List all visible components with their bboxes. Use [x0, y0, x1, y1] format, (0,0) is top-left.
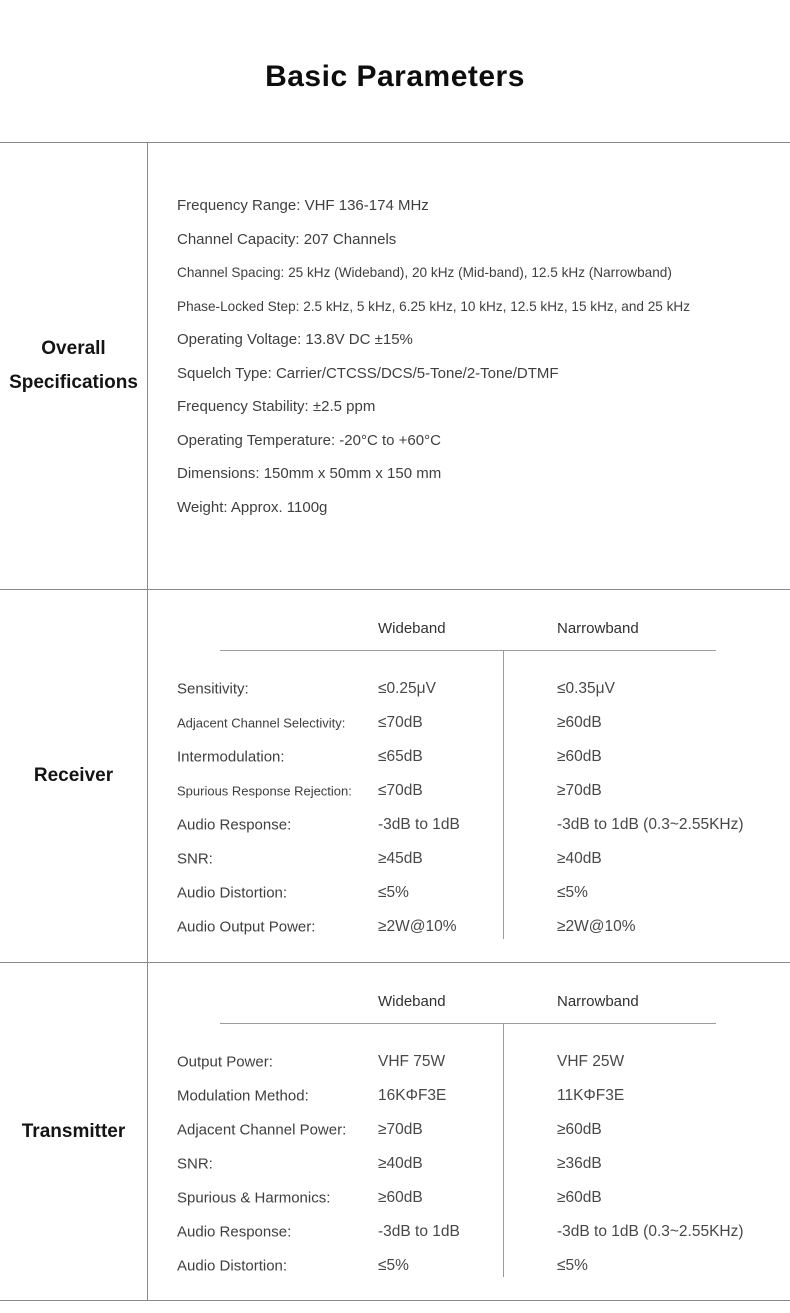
param-label: Spurious & Harmonics: [177, 1189, 331, 1207]
spec-line: Phase-Locked Step: 2.5 kHz, 5 kHz, 6.25 kHz, 10 kHz, 12.5 kHz, 15 kHz, and 25 kHz [177, 298, 691, 314]
header-underline [220, 650, 716, 651]
spec-row [148, 1215, 790, 1249]
param-label: Sensitivity: [177, 680, 249, 698]
narrowband-value: -3dB to 1dB (0.3~2.55KHz) [557, 1223, 744, 1240]
wideband-value: -3dB to 1dB [378, 816, 460, 833]
column-header-narrowband: Narrowband [557, 993, 639, 1010]
spec-line: Frequency Stability: ±2.5 ppm [177, 398, 376, 415]
spec-row [148, 876, 790, 910]
narrowband-value: ≥60dB [557, 1121, 602, 1138]
section-label-receiver: Receiver [0, 590, 148, 962]
narrowband-value: ≥70dB [557, 782, 602, 799]
page-title: Basic Parameters [265, 60, 525, 93]
spec-line: Channel Spacing: 25 kHz (Wideband), 20 kHz (Mid-band), 12.5 kHz (Narrowband) [177, 265, 672, 280]
wideband-value: ≤70dB [378, 714, 423, 731]
spec-row [148, 1249, 790, 1283]
param-label: Audio Distortion: [177, 1257, 288, 1275]
transmitter-rows [148, 1045, 790, 1283]
spec-line: Frequency Range: VHF 136-174 MHz [177, 197, 429, 214]
wideband-value: 16KΦF3E [378, 1087, 447, 1104]
wideband-value: ≤0.25μV [378, 680, 436, 697]
spec-line: Operating Temperature: -20°C to +60°C [177, 431, 441, 449]
param-label: Modulation Method: [177, 1087, 309, 1105]
narrowband-value: ≥2W@10% [557, 918, 636, 935]
section-label-transmitter: Transmitter [0, 963, 148, 1300]
spec-row [148, 842, 790, 876]
section-overall-specifications [0, 143, 790, 590]
param-label: Adjacent Channel Power: [177, 1121, 347, 1139]
narrowband-value: ≥40dB [557, 850, 602, 867]
section-label-overall-specifications: Overall Specifications [0, 143, 148, 589]
receiver-rows [148, 672, 790, 944]
narrowband-value: VHF 25W [557, 1053, 625, 1070]
wideband-value: ≤5% [378, 884, 409, 901]
param-label: Adjacent Channel Selectivity: [177, 715, 346, 731]
spec-row [148, 774, 790, 808]
param-label: Audio Distortion: [177, 884, 288, 902]
overall-specs-list [148, 143, 790, 589]
narrowband-value: ≥60dB [557, 1189, 602, 1206]
spec-row [148, 808, 790, 842]
wideband-value: ≥45dB [378, 850, 423, 867]
spec-line: Weight: Approx. 1100g [177, 498, 328, 516]
narrowband-value: ≥36dB [557, 1155, 602, 1172]
column-header-wideband: Wideband [378, 993, 446, 1010]
spec-line: Dimensions: 150mm x 50mm x 150 mm [177, 465, 442, 482]
param-label: Spurious Response Rejection: [177, 783, 352, 799]
wideband-value: -3dB to 1dB [378, 1223, 460, 1240]
param-label: Audio Output Power: [177, 918, 316, 936]
wideband-value: ≤70dB [378, 782, 423, 799]
receiver-table [148, 590, 790, 962]
page-title-block [0, 0, 790, 143]
spec-row [148, 1147, 790, 1181]
spec-row [148, 740, 790, 774]
narrowband-value: -3dB to 1dB (0.3~2.55KHz) [557, 816, 744, 833]
wideband-value: ≤65dB [378, 748, 423, 765]
spec-row [148, 672, 790, 706]
spec-line: Operating Voltage: 13.8V DC ±15% [177, 331, 413, 348]
narrowband-value: ≤5% [557, 1257, 588, 1274]
param-label: Audio Response: [177, 1223, 292, 1241]
wideband-value: ≥2W@10% [378, 918, 457, 935]
narrowband-value: ≥60dB [557, 714, 602, 731]
header-underline [220, 1023, 716, 1024]
narrowband-value: ≤0.35μV [557, 680, 615, 697]
narrowband-value: ≤5% [557, 884, 588, 901]
receiver-column-headers [148, 620, 790, 638]
section-transmitter [0, 963, 790, 1301]
spec-row [148, 1079, 790, 1113]
spec-line: Squelch Type: Carrier/CTCSS/DCS/5-Tone/2-Tone/DTMF [177, 364, 559, 382]
param-label: SNR: [177, 850, 213, 868]
spec-row [148, 910, 790, 944]
param-label: Output Power: [177, 1053, 273, 1071]
wideband-value: ≤5% [378, 1257, 409, 1274]
spec-row [148, 1181, 790, 1215]
spec-row [148, 706, 790, 740]
transmitter-table [148, 963, 790, 1300]
wideband-value: VHF 75W [378, 1053, 446, 1070]
narrowband-value: ≥60dB [557, 748, 602, 765]
transmitter-column-headers [148, 993, 790, 1011]
wideband-value: ≥60dB [378, 1189, 423, 1206]
column-header-narrowband: Narrowband [557, 620, 639, 637]
wideband-value: ≥40dB [378, 1155, 423, 1172]
column-header-wideband: Wideband [378, 620, 446, 637]
spec-row [148, 1113, 790, 1147]
param-label: SNR: [177, 1155, 213, 1173]
narrowband-value: 11KΦF3E [557, 1087, 625, 1104]
wideband-value: ≥70dB [378, 1121, 423, 1138]
section-receiver [0, 590, 790, 963]
param-label: Audio Response: [177, 816, 292, 834]
spec-line: Channel Capacity: 207 Channels [177, 230, 397, 248]
spec-row [148, 1045, 790, 1079]
param-label: Intermodulation: [177, 748, 285, 766]
